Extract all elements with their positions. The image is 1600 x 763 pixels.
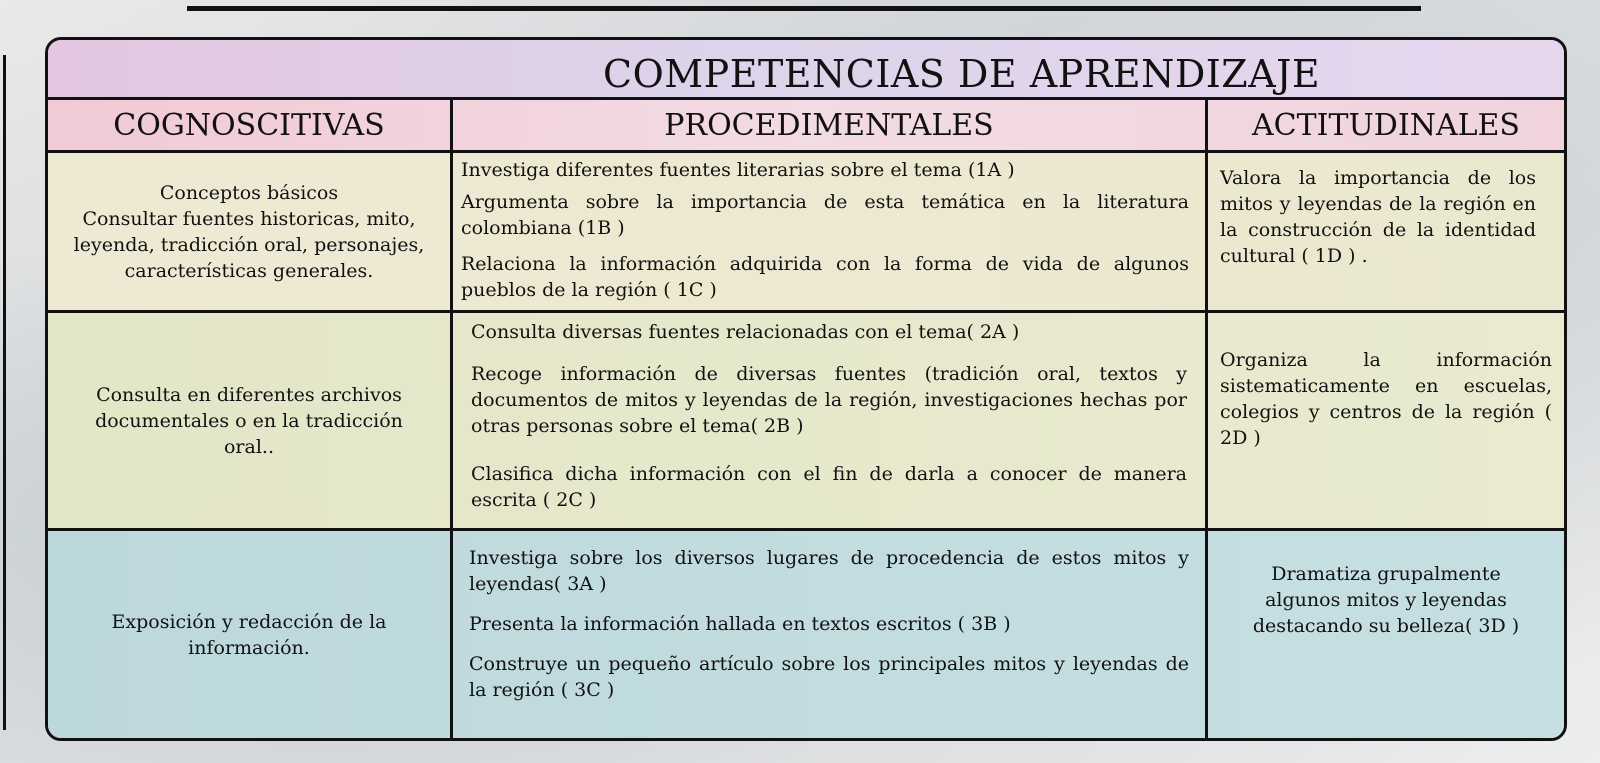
competency-2d: Organiza la información sistematicamente en escuelas, colegios y centros de la región ( 2D ) [1220,349,1552,449]
header-cognoscitivas: COGNOSCITIVAS [113,107,385,143]
column-divider [1205,100,1208,738]
cell-cognoscitivas-1 [48,153,450,310]
left-divider-line [3,55,6,730]
cell-actitudinales-3 [1208,531,1564,738]
header-actitudinales: ACTITUDINALES [1252,107,1520,143]
cell-actitudinales-1 [1208,153,1564,310]
table-header-row [48,100,1564,153]
header-procedimentales: PROCEDIMENTALES [664,107,994,143]
column-divider [450,100,453,738]
cell-line: oral.. [223,435,274,458]
table-row [48,531,1564,738]
cell-line: Consultar fuentes historicas, mito, [82,207,416,230]
cell-procedimentales-3 [453,531,1205,738]
competency-2c: Clasifica dicha información con el fin de darla a conocer de manera escrita ( 2C ) [471,463,1187,511]
cell-line: documentales o en la tradicción [95,409,403,432]
table-title: COMPETENCIAS DE APRENDIZAJE [603,52,1321,96]
cell-procedimentales-1 [453,153,1205,310]
cell-procedimentales-2 [453,313,1205,528]
table-row [48,153,1564,313]
competency-3b: Presenta la información hallada en textos escritos ( 3B ) [469,613,1011,635]
cell-line: leyenda, tradicción oral, personajes, [73,233,425,256]
cell-line: características generales. [124,259,374,282]
competency-3c: Construye un pequeño artículo sobre los principales mitos y leyendas de la región ( 3C ) [469,653,1189,701]
competency-2a: Consulta diversas fuentes relacionadas con el tema( 2A ) [471,321,1020,343]
competency-3a: Investiga sobre los diversos lugares de procedencia de estos mitos y leyendas( 3A ) [469,547,1189,595]
competency-2b: Recoge información de diversas fuentes (tradición oral, textos y documentos de mitos y leyendas de la región, investigaciones hechas por otras personas sobre el tema( 2B ) [471,363,1187,437]
competency-1c: Relaciona la información adquirida con la forma de vida de algunos pueblos de la región ( 1C ) [461,253,1189,301]
cell-line: algunos mitos y leyendas [1265,589,1507,611]
cell-actitudinales-2 [1208,313,1564,528]
competency-1d: Valora la importancia de los mitos y leyendas de la región en la construcción de la identidad cultural ( 1D ) . [1220,167,1536,267]
cell-line: información. [188,636,310,659]
top-divider-line [187,6,1421,11]
cell-line: destacando su belleza( 3D ) [1252,615,1520,637]
competency-1b: Argumenta sobre la importancia de esta temática en la literatura colombiana (1B ) [461,191,1189,239]
table-row [48,313,1564,531]
competencies-table [45,37,1567,741]
cell-cognoscitivas-3 [48,531,450,738]
cell-cognoscitivas-2 [48,313,450,528]
cell-line: Conceptos básicos [159,181,339,204]
competency-1a: Investiga diferentes fuentes literarias sobre el tema (1A ) [461,159,1015,181]
table-title-row [48,40,1564,100]
cell-line: Exposición y redacción de la [111,610,387,633]
cell-line: Dramatiza grupalmente [1271,563,1501,585]
cell-line: Consulta en diferentes archivos [96,383,402,406]
